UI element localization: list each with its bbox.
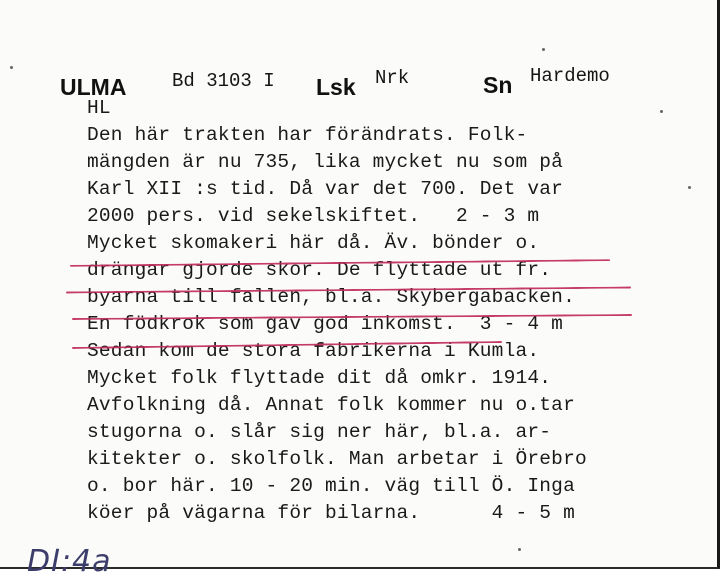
volume-number: Bd 3103 I	[172, 70, 275, 92]
transcript-line: Mycket folk flyttade dit då omkr. 1914.	[87, 367, 552, 389]
transcript-body	[87, 95, 697, 527]
transcript-line: Den här trakten har förändrats. Folk-	[87, 124, 528, 146]
transcript-line: Sedan kom de stora fabrikerna i Kumla.	[87, 340, 540, 362]
transcript-line: o. bor här. 10 - 20 min. väg till Ö. Inga	[87, 475, 575, 497]
transcript-line: byarna till fallen, bl.a. Skybergabacken.	[87, 286, 575, 308]
handwritten-archive-code: DI:4a	[27, 544, 112, 579]
transcript-line: stugorna o. slår sig ner här, bl.a. ar-	[87, 421, 552, 443]
transcript-line: kitekter o. skolfolk. Man arbetar i Örebro	[87, 448, 587, 470]
transcript-line: köer på vägarna för bilarna. 4 - 5 m	[87, 502, 575, 524]
transcript-line: En födkrok som gav god inkomst. 3 - 4 m	[87, 313, 564, 335]
transcript-line: HL	[87, 97, 111, 119]
transcript-line: Avfolkning då. Annat folk kommer nu o.tar	[87, 394, 575, 416]
transcript-line: Mycket skomakeri här då. Äv. bönder o.	[87, 232, 540, 254]
sn-label: Sn	[483, 72, 513, 98]
paper-speck	[660, 110, 663, 113]
lsk-label: Lsk	[316, 74, 356, 100]
transcript-line: 2000 pers. vid sekelskiftet. 2 - 3 m	[87, 205, 540, 227]
paper-speck	[688, 186, 691, 189]
parish-value: Hardemo	[530, 65, 610, 87]
paper-speck	[10, 66, 13, 69]
paper-speck	[542, 48, 545, 51]
transcript-line: Karl XII :s tid. Då var det 700. Det var	[87, 178, 564, 200]
transcript-line: drängar gjorde skor. De flyttade ut fr.	[87, 259, 552, 281]
transcript-line: mängden är nu 735, lika mycket nu som på	[87, 151, 564, 173]
ulma-label: ULMA	[60, 74, 127, 100]
paper-speck	[518, 548, 521, 551]
county-value: Nrk	[375, 67, 410, 89]
